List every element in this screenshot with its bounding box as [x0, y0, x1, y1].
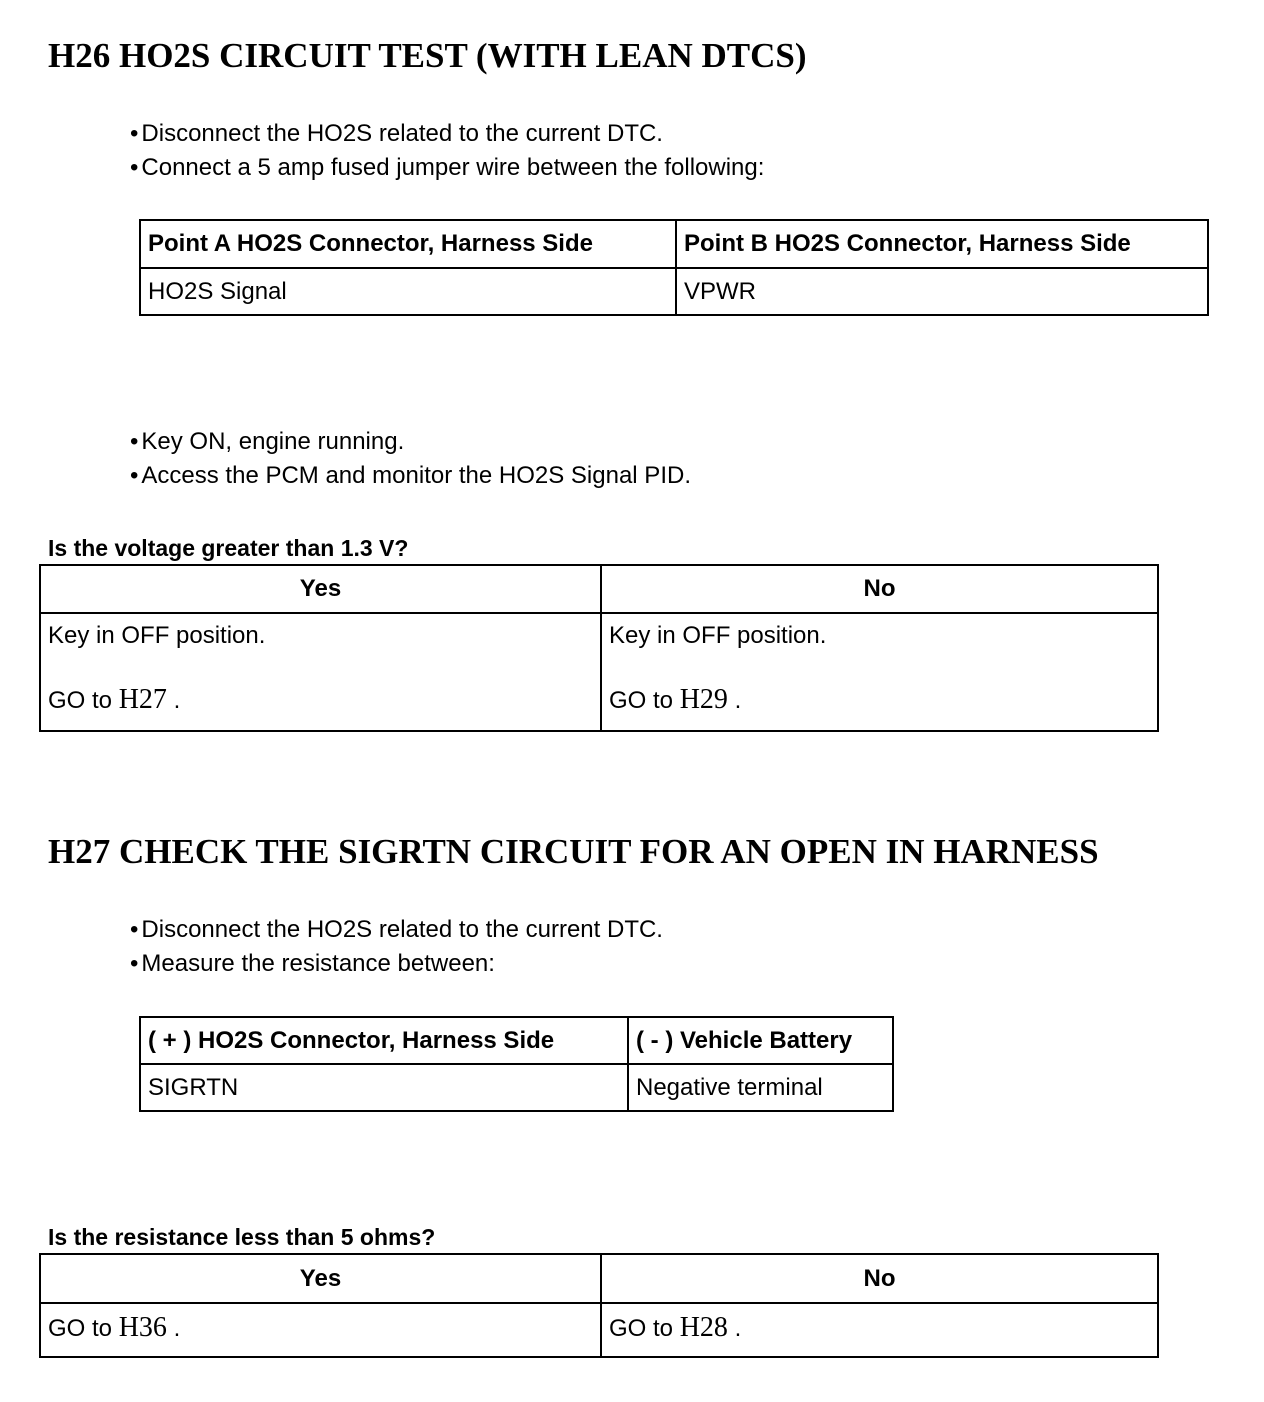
h27-measure-table [139, 1016, 894, 1112]
goto-link[interactable]: H28 [679, 1312, 728, 1343]
goto-link[interactable]: H36 [118, 1312, 167, 1343]
table-header: Point B HO2S Connector, Harness Side [676, 220, 1208, 268]
table-cell: Negative terminal [628, 1064, 893, 1111]
bullet: • Connect a 5 amp fused jumper wire between the following: [130, 154, 764, 182]
h27-title: H27 CHECK THE SIGRTN CIRCUIT FOR AN OPEN IN HARNESS [48, 832, 1099, 871]
question: Is the voltage greater than 1.3 V? [48, 535, 409, 561]
no-cell: Key in OFF position. GO to H29 . [601, 613, 1158, 731]
h26-result-table [39, 564, 1159, 732]
goto-link[interactable]: H27 [118, 684, 167, 715]
h26-connection-table [139, 219, 1209, 316]
yes-header: Yes [40, 1254, 601, 1303]
goto-link[interactable]: H29 [679, 684, 728, 715]
question: Is the resistance less than 5 ohms? [48, 1224, 436, 1250]
table-header: ( + ) HO2S Connector, Harness Side [140, 1017, 628, 1064]
bullet: • Disconnect the HO2S related to the current DTC. [130, 916, 663, 944]
no-cell: GO to H28 . [601, 1303, 1158, 1357]
no-header: No [601, 565, 1158, 613]
table-header: ( - ) Vehicle Battery [628, 1017, 893, 1064]
table-cell: SIGRTN [140, 1064, 628, 1111]
bullet: • Disconnect the HO2S related to the current DTC. [130, 120, 663, 148]
bullet: • Access the PCM and monitor the HO2S Signal PID. [130, 462, 691, 490]
yes-cell: GO to H36 . [40, 1303, 601, 1357]
table-cell: VPWR [676, 268, 1208, 315]
yes-header: Yes [40, 565, 601, 613]
h26-title: H26 HO2S CIRCUIT TEST (WITH LEAN DTCS) [48, 36, 807, 75]
yes-cell: Key in OFF position. GO to H27 . [40, 613, 601, 731]
bullet: • Measure the resistance between: [130, 950, 495, 978]
table-cell: HO2S Signal [140, 268, 676, 315]
bullet: • Key ON, engine running. [130, 428, 404, 456]
no-header: No [601, 1254, 1158, 1303]
table-header: Point A HO2S Connector, Harness Side [140, 220, 676, 268]
h27-result-table [39, 1253, 1159, 1358]
